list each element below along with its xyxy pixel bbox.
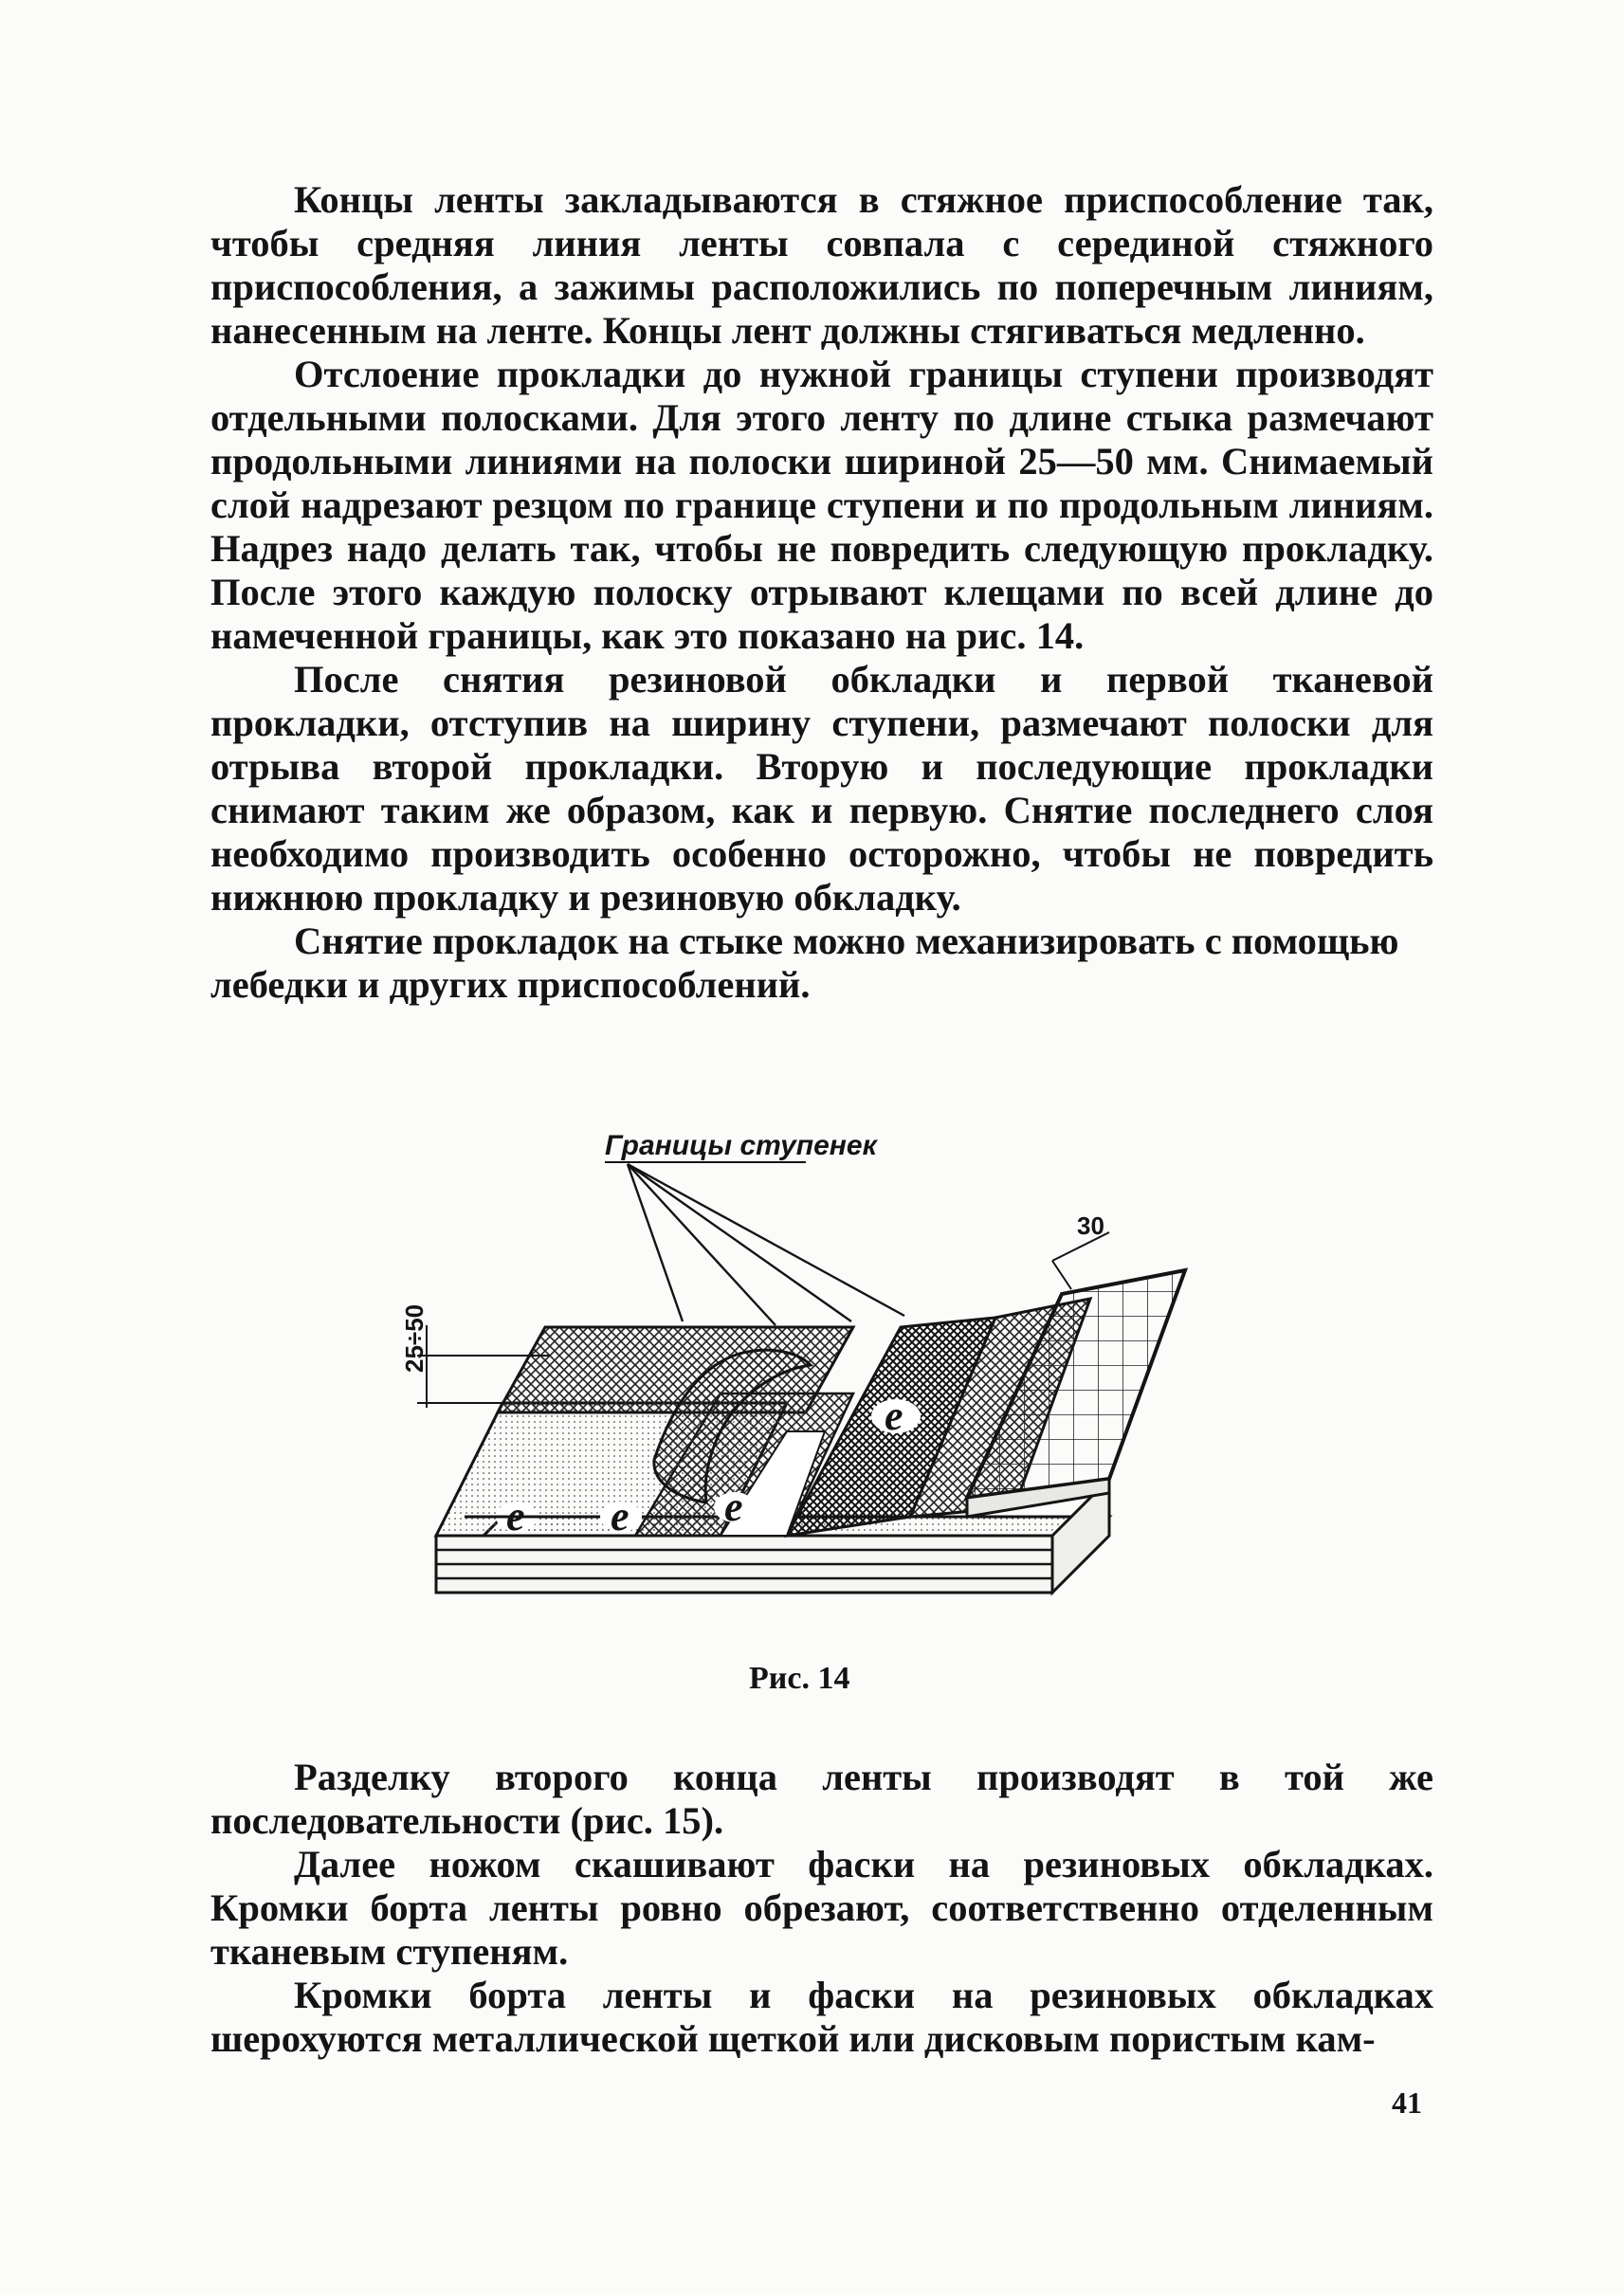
paragraph-text: Кромки борта ленты и фаски на резиновых обкладках шерохуются металлической щеткой или дисковым пористым кам- — [210, 1974, 1433, 2060]
text-block-top — [210, 178, 1433, 1007]
paragraph — [210, 1756, 1433, 1843]
page-number: 41 — [1392, 2086, 1422, 2120]
paragraph-text: Далее ножом скашивают фаски на резиновых обкладках. Кромки борта ленты ровно обрезают, соответственно отделенным тканевым ступеням. — [210, 1843, 1433, 1973]
paragraph-text: Снятие прокладок на стыке можно механизировать с помощью лебедки и других приспособлений. — [210, 920, 1399, 1006]
dim-width-label: 25÷50 — [400, 1303, 429, 1373]
step-letter-1: e — [506, 1493, 525, 1539]
figure-caption: Рис. 14 — [749, 1661, 850, 1696]
paragraph-text: Разделку второго конца ленты производят в той же последовательности (рис. 15). — [210, 1756, 1433, 1842]
dim-30-label: 30 — [1077, 1211, 1104, 1240]
step-letter-2: e — [611, 1493, 630, 1539]
paragraph — [210, 353, 1433, 658]
paragraph-text: Отслоение прокладки до нужной границы ступени производят отдельными полосками. Для этого ленту по длине стыка размечают продольными линиями на полоски шириной 25—50 мм. Снимаемый слой надрезают резцом по границе ступени и по продольным линиям. Надрез надо делать так, чтобы не повредить следующую прокладку. После этого каждую полоску отрывают клещами по всей длине до намеченной границы, как это показано на рис. 14. — [210, 353, 1433, 657]
label-step-boundaries: Границы ступенек — [605, 1130, 877, 1161]
figure-14-belt-steps — [400, 1119, 1185, 1649]
leader-lines — [628, 1164, 904, 1325]
paragraph — [210, 920, 1433, 1007]
paragraph — [210, 1974, 1433, 2061]
step-letter-3: e — [724, 1484, 743, 1530]
text-block-bottom — [210, 1756, 1433, 2061]
paragraph — [210, 658, 1433, 920]
step-letter-4: e — [885, 1393, 903, 1439]
paragraph-text: После снятия резиновой обкладки и первой тканевой прокладки, отступив на ширину ступени, размечают полоски для отрыва второй прокладки. Вторую и последующие прокладки снимают таким же образом, как и первую. Снятие последнего слоя необходимо производить особенно осторожно, чтобы не повредить нижнюю прокладку и резиновую обкладку. — [210, 658, 1433, 919]
paragraph — [210, 1843, 1433, 1974]
paragraph-text: Концы ленты закладываются в стяжное приспособление так, чтобы средняя линия ленты совпала с серединой стяжного приспособления, а зажимы расположились по поперечным линиям, нанесенным на ленте. Концы лент должны стягиваться медленно. — [210, 178, 1433, 352]
paragraph — [210, 178, 1433, 353]
